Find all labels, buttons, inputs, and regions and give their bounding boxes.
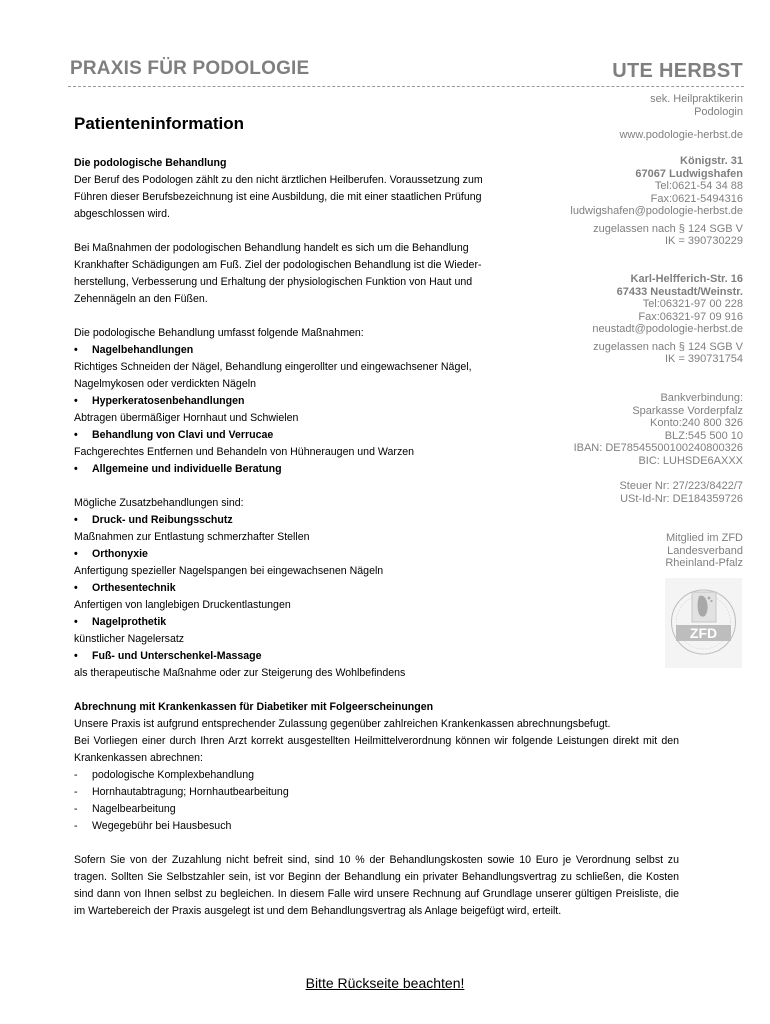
list-item-desc: Anfertigung spezieller Nagelspangen bei eingewachsenen Nägeln bbox=[74, 565, 384, 577]
office-tel: Tel:06321-97 00 228 bbox=[642, 298, 743, 310]
office-fax: Fax:06321-97 09 916 bbox=[638, 310, 743, 323]
list-item-title: • Druck- und Reibungsschutz bbox=[74, 512, 679, 529]
office-ludwigshafen bbox=[503, 155, 743, 248]
bank-account: Konto:240 800 326 bbox=[650, 417, 743, 429]
bank-heading: Bankverbindung: bbox=[660, 392, 743, 404]
list-item-desc: Fachgerechtes Entfernen und Behandeln von Hühneraugen und Warzen bbox=[74, 446, 415, 458]
list-intro: Die podologische Behandlung umfasst folgende Maßnahmen: bbox=[74, 327, 364, 339]
list-item-title: • Nagelbehandlungen bbox=[74, 342, 679, 359]
tax-number: Steuer Nr: 27/223/8422/7 bbox=[619, 480, 743, 492]
list-item-title: • Orthesentechnik bbox=[74, 580, 679, 597]
list-item-desc: Anfertigen von langlebigen Druckentlastungen bbox=[74, 599, 291, 611]
office-fax: Fax:0621-5494316 bbox=[650, 192, 743, 205]
bank-bic: BIC: LUHSDE6AXXX bbox=[638, 454, 743, 467]
page-title: Patienteninformation bbox=[74, 114, 245, 133]
zfd-logo bbox=[665, 578, 742, 668]
office-approval: zugelassen nach § 124 SGB V bbox=[593, 340, 743, 353]
office-email[interactable]: ludwigshafen@podologie-herbst.de bbox=[570, 205, 743, 217]
dash-item: - podologische Komplexbehandlung bbox=[74, 767, 679, 784]
list-item-title: • Allgemeine und individuelle Beratung bbox=[74, 461, 679, 478]
office-ik: IK = 390731754 bbox=[665, 353, 743, 365]
text-line: Bei Maßnahmen der podologischen Behandlung handelt es sich um die Behandlung bbox=[74, 242, 469, 254]
section-heading: Die podologische Behandlung bbox=[74, 157, 227, 169]
member-line: Landesverband bbox=[667, 544, 743, 557]
role-line: Podologin bbox=[694, 105, 743, 118]
office-tel: Tel:0621-54 34 88 bbox=[654, 180, 743, 192]
list-item-title: • Fuß- und Unterschenkel-Massage bbox=[74, 648, 679, 665]
header-divider bbox=[68, 86, 744, 87]
list-item-desc: Nagelmykosen oder verdickten Nägeln bbox=[74, 378, 256, 390]
vat-id: USt-Id-Nr: DE184359726 bbox=[620, 492, 743, 505]
list-item-desc: Richtiges Schneiden der Nägel, Behandlung eingerollter und eingewachsener Nägel, bbox=[74, 361, 472, 373]
office-street: Königstr. 31 bbox=[680, 155, 743, 167]
office-street: Karl-Helfferich-Str. 16 bbox=[630, 273, 743, 285]
bank-blz: BLZ:545 500 10 bbox=[664, 429, 743, 442]
practice-title: PRAXIS FÜR PODOLOGIE bbox=[70, 58, 310, 79]
membership-block bbox=[503, 532, 743, 570]
office-city: 67067 Ludwigshafen bbox=[635, 167, 743, 180]
practitioner-name: UTE HERBST bbox=[612, 60, 743, 82]
logo-text: ZFD bbox=[689, 625, 718, 641]
bank-name: Sparkasse Vorderpfalz bbox=[632, 404, 743, 417]
bank-details bbox=[503, 392, 743, 467]
member-line: Mitglied im ZFD bbox=[665, 532, 743, 544]
section-heading: Abrechnung mit Krankenkassen für Diabetiker mit Folgeerscheinungen bbox=[74, 701, 434, 713]
paragraph: Sofern Sie von der Zuzahlung nicht befreit sind, sind 10 % der Behandlungskosten sowie 10 Euro je Verordnung selbst zu tragen. Sollten Sie Selbstzahler sein, ist vor Beginn der Behandlung ein privater Behandlungsvertrag zu schließen, die Kosten sind dann von Ihnen selbst zu begleichen. In diesem Falle wird unsere Rechnung auf Grundlage unserer gültigen Preisliste, die im Wartebereich der Praxis ausgelegt ist und dem Behandlungsvertrag als Anlage beigefügt wird, erteilt. bbox=[74, 854, 679, 917]
paragraph: Bei Vorliegen einer durch Ihren Arzt korrekt ausgestellten Heilmittelverordnung können wir folgende Leistungen direkt mit den Krankenkassen abrechnen: bbox=[74, 735, 679, 764]
office-neustadt bbox=[503, 273, 743, 366]
list-item-title: • Behandlung von Clavi und Verrucae bbox=[74, 427, 679, 444]
text-line: abgeschlossen wird. bbox=[74, 208, 170, 220]
member-line: Rheinland-Pfalz bbox=[665, 557, 743, 569]
text-line: Unsere Praxis ist aufgrund entsprechender Zulassung gegenüber zahlreichen Krankenkassen abrechnungsbefugt. bbox=[74, 718, 611, 730]
list-item-title: • Orthonyxie bbox=[74, 546, 679, 563]
list-item-title: • Hyperkeratosenbehandlungen bbox=[74, 393, 679, 410]
footer-note-container bbox=[0, 975, 770, 993]
dash-item: - Hornhautabtragung; Hornhautbearbeitung bbox=[74, 784, 679, 801]
office-email[interactable]: neustadt@podologie-herbst.de bbox=[592, 323, 743, 335]
dash-item: - Wegegebühr bei Hausbesuch bbox=[74, 818, 679, 835]
role-line: sek. Heilpraktikerin bbox=[650, 93, 743, 105]
office-ik: IK = 390730229 bbox=[665, 235, 743, 247]
list-item-desc: als therapeutische Maßnahme oder zur Steigerung des Wohlbefindens bbox=[74, 667, 406, 679]
text-line: Führen dieser Berufsbezeichnung ist eine Ausbildung, die mit einer staatlichen Prüfung bbox=[74, 191, 482, 203]
tax-details bbox=[503, 480, 743, 505]
website-link[interactable]: www.podologie-herbst.de bbox=[619, 129, 743, 141]
text-line: Zehennägeln an den Füßen. bbox=[74, 293, 208, 305]
dash-item: - Nagelbearbeitung bbox=[74, 801, 679, 818]
footer-note: Bitte Rückseite beachten! bbox=[305, 975, 465, 991]
list-item-desc: Maßnahmen zur Entlastung schmerzhafter Stellen bbox=[74, 531, 310, 543]
list-intro: Mögliche Zusatzbehandlungen sind: bbox=[74, 497, 244, 509]
list-item-title: • Nagelprothetik bbox=[74, 614, 679, 631]
text-line: Krankhafter Schädigungen am Fuß. Ziel der podologischen Behandlung ist die Wieder- bbox=[74, 259, 482, 271]
office-city: 67433 Neustadt/Weinstr. bbox=[616, 285, 743, 298]
office-approval: zugelassen nach § 124 SGB V bbox=[593, 222, 743, 235]
role-block bbox=[503, 93, 743, 118]
list-item-desc: künstlicher Nagelersatz bbox=[74, 633, 185, 645]
text-line: herstellung, Verbesserung und Erhaltung der physiologischen Funktion von Haut und bbox=[74, 276, 473, 288]
list-item-desc: Abtragen übermäßiger Hornhaut und Schwielen bbox=[74, 412, 299, 424]
text-line: Der Beruf des Podologen zählt zu den nicht ärztlichen Heilberufen. Voraussetzung zum bbox=[74, 174, 483, 186]
bank-iban: IBAN: DE78545500100240800326 bbox=[573, 442, 743, 454]
